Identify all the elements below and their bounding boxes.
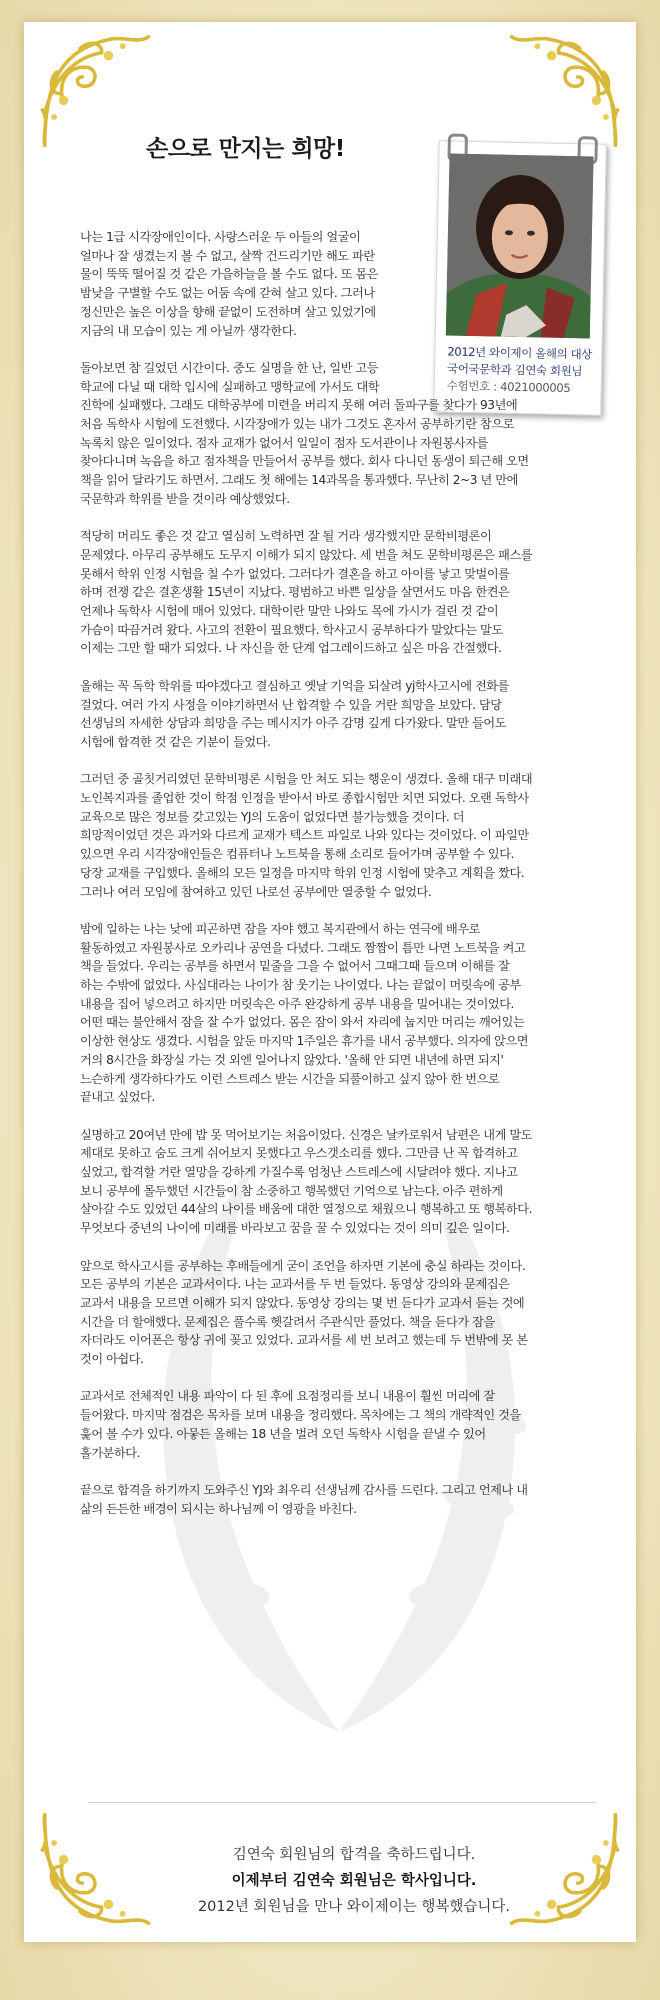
essay-line: 적당히 머리도 좋은 것 같고 열심히 노력하면 잘 될 거라 생각했지만 문학비평론이: [80, 529, 492, 544]
essay-paragraph: [80, 228, 398, 340]
essay-line: 녹록치 않은 일이었다. 점자 교재가 없어서 일일이 점자 도서관이나 자원봉사자를: [80, 435, 488, 450]
essay-line: 문제였다. 아무리 공부해도 도무지 이해가 되지 않았다. 세 번을 쳐도 문학비평론은 패스를: [80, 547, 533, 562]
essay-line: 이제는 그만 할 때가 되었다. 나 자신을 한 단계 업그레이드하고 싶은 마음 간절했다.: [80, 641, 502, 656]
essay-line: 삶의 든든한 배경이 되시는 하나님께 이 영광을 바친다.: [80, 1501, 357, 1516]
corner-ornament-icon: [40, 32, 158, 150]
essay-line: 느슨하게 생각하다가도 이런 스트레스 받는 시간을 되풀이하고 싶지 않아 한 번으로: [80, 1071, 500, 1086]
congratulation-footer: [24, 1842, 660, 1920]
essay-line: 시간을 더 할애했다. 문제집은 풀수록 헷갈려서 주관식만 풀었다. 책을 듣다가 잠을: [80, 1314, 495, 1329]
essay-line: 하며 전쟁 같은 결혼생활 15년이 지났다. 평범하고 바쁜 일상을 살면서도 마음 한켠은: [80, 585, 510, 600]
essay-paragraph: [80, 359, 604, 509]
essay-line: 것이 아쉽다.: [80, 1352, 144, 1367]
essay-line: 끝으로 합격을 하기까지 도와주신 YJ와 최우리 선생님께 감사를 드린다. 그리고 언제나 내: [80, 1482, 528, 1497]
award-title: 2012년 와이제이 올해의 대상: [447, 344, 593, 362]
essay-line: 내용을 집어 넣으려고 하지만 머릿속은 아주 완강하게 공부 내용을 밀어내는 것이었다.: [80, 996, 514, 1011]
essay-line: 언제나 독학사 시험에 매어 있었다. 대학이란 말만 나와도 목에 가시가 걸린 것 같이: [80, 604, 499, 619]
essay-line: 교육으로 많은 정보를 갖고있는 YJ의 도움이 없었다면 불가능했을 것이다. 더: [80, 809, 465, 824]
essay-line: 학교에 다닐 때 대학 입시에 실패하고 맹학교에 가서도 대학: [80, 379, 380, 394]
content-card: [24, 22, 636, 1942]
essay-line: 국문학과 학위를 받을 것이라 예상했었다.: [80, 491, 290, 506]
essay-paragraph: [80, 1126, 604, 1238]
essay-line: 못해서 학위 인정 시험을 칠 수가 없었다. 그러다가 결혼을 하고 아이를 낳고 맞벌이를: [80, 566, 510, 581]
exam-number: 수험번호 : 4021000005: [446, 378, 571, 396]
essay-line: 희망적이었던 것은 과거와 다르게 교재가 텍스트 파일로 나와 있다는 것이었다. 이 파일만: [80, 828, 529, 843]
essay-paragraph: [80, 1481, 604, 1518]
essay-line: 그러던 중 골칫거리였던 문학비평론 시험을 안 쳐도 되는 행운이 생겼다. 올해 대구 미래대: [80, 772, 533, 787]
essay-line: 앞으로 학사고시를 공부하는 후배들에게 굳이 조언을 하자면 기본에 충실 하라는 것이다.: [80, 1258, 526, 1273]
essay-paragraph: [80, 1257, 604, 1369]
essay-line: 자더라도 이어폰은 항상 귀에 꽂고 있었다. 교과서를 세 번 보려고 했는데 두 번밖에 못 본: [80, 1333, 528, 1348]
essay-line: 올해는 꼭 독학 학위를 따야겠다고 결심하고 옛날 기억을 되살려 yj학사고시에 전화를: [80, 678, 509, 693]
essay-line: 얼마나 잘 생겼는지 볼 수 없고, 살짝 건드리기만 해도 파란: [80, 248, 375, 263]
divider: [88, 1802, 596, 1803]
essay-line: 걸었다. 여러 가지 사정을 이야기하면서 난 합격할 수 있을 거란 희망을 보았다. 담당: [80, 697, 502, 712]
essay-line: 책을 들었다. 우리는 공부를 하면서 밑줄을 그을 수 없어서 그때그때 들으며 이해를 잘: [80, 959, 510, 974]
essay-line: 책을 읽어 달라기도 하면서. 그래도 첫 해에는 14과목을 통과했다. 무난히 2~3 년 만에: [80, 473, 518, 488]
page-title: 손으로 만지는 희망!: [146, 136, 345, 162]
essay-line: 보니 공부에 몰두했던 시간들이 참 소중하고 행복했던 기억으로 남는다. 아주 편하게: [80, 1183, 503, 1198]
corner-ornament-icon: [502, 32, 620, 150]
essay-line: 가슴이 따끔거려 왔다. 사고의 전환이 필요했다. 학사고시 공부하다가 말았다는 말도: [80, 622, 503, 637]
essay-line: 시험에 합격한 것 같은 기분이 들었다.: [80, 734, 271, 749]
essay-line: 거의 8시간을 화장실 가는 것 외엔 일어나지 않았다. '올해 안 되면 내년에 하면 되지': [80, 1052, 504, 1067]
essay-paragraph: [80, 527, 604, 658]
essay-line: 살아갈 수도 있었던 44살의 나이를 배움에 대한 열정으로 채웠으니 행복하고 또 행복하다.: [80, 1202, 533, 1217]
essay-line: 끝내고 싶었다.: [80, 1090, 155, 1105]
essay-line: 무엇보다 중년의 나이에 미래를 바라보고 꿈을 꿀 수 있었다는 것이 의미 깊은 일이다.: [80, 1221, 510, 1236]
footer-line-3: 2012년 회원님을 만나 와이제이는 행복했습니다.: [197, 1899, 511, 1915]
essay-line: 당장 교재를 구입했다. 올해의 모든 일정을 마지막 학위 인정 시험에 맞추고 계획을 짰다.: [80, 865, 525, 880]
essay-line: 있으면 우리 시각장애인들은 컴퓨터나 노트북을 통해 소리로 들어가며 공부할 수 있다.: [80, 847, 514, 862]
essay-line: 교과서 내용을 모르면 이해가 되지 않았다. 동영상 강의는 몇 번 듣다가 교과서 듣는 것에: [80, 1295, 525, 1310]
essay-line: 들어왔다. 마지막 점검은 목차를 보며 내용을 정리했다. 목차에는 그 책의 개략적인 것을: [80, 1408, 521, 1423]
essay-line: 선생님의 자세한 상담과 희망을 주는 메시지가 아주 감명 깊게 다가왔다. 말만 들어도: [80, 716, 507, 731]
essay-line: 교과서로 전체적인 내용 파악이 다 된 후에 요점정리를 보니 내용이 훨씬 머리에 잘: [80, 1389, 495, 1404]
member-name: 국어국문학과 김연숙 회원님: [446, 361, 583, 379]
essay-paragraph: [80, 770, 604, 901]
essay-line: 정신만은 높은 이상을 향해 끝없이 도전하며 살고 있었기에: [80, 304, 376, 319]
essay-line: 홀가분하다.: [80, 1445, 141, 1460]
essay-line: 지금의 내 모습이 있는 게 아닐까 생각한다.: [80, 323, 297, 338]
essay-line: 돌아보면 참 길었던 시간이다. 중도 실명을 한 난, 일반 고등: [80, 360, 379, 375]
essay-line: 하는 수밖에 없었다. 사십대라는 나이가 참 웃기는 나이였다. 나는 끝없이 머릿속에 공부: [80, 978, 521, 993]
essay-paragraph: [80, 1387, 604, 1462]
essay-line: 어떤 때는 불안해서 잠을 잘 수가 없었다. 몸은 잠이 와서 자리에 눕지만 머리는 깨어있는: [80, 1015, 525, 1030]
essay-line: 찾아다니며 녹음을 하고 점자책을 만들어서 공부를 했다. 회사 다니던 동생이 퇴근해 오면: [80, 454, 529, 469]
essay-line: 처음 독학사 시험에 도전했다. 시각장애가 있는 내가 그것도 혼자서 공부하기란 참으로: [80, 417, 514, 432]
essay-body: [80, 228, 604, 1537]
essay-line: 실명하고 20여년 만에 밥 못 먹어보기는 처음이었다. 신경은 날카로워서 남편은 내게 말도: [80, 1127, 533, 1142]
footer-line-2: 이제부터 김연숙 회원님은 학사입니다.: [231, 1873, 477, 1889]
essay-line: 노인복지과를 졸업한 것이 학점 인정을 받아서 바로 종합시험만 치면 되었다. 오랜 독학사: [80, 791, 529, 806]
essay-paragraph: [80, 920, 604, 1107]
essay-line: 밤낮을 구별할 수도 없는 어둠 속에 갇혀 살고 있다. 그러나: [80, 286, 375, 301]
essay-paragraph: [80, 677, 604, 752]
essay-line: 훑어 볼 수가 있다. 아뭏든 올해는 18 년을 벌려 오던 독학사 시험을 끝낼 수 있어: [80, 1426, 486, 1441]
footer-line-1: 김연숙 회원님의 합격을 축하드립니다.: [232, 1847, 476, 1863]
essay-line: 싶었고, 합격할 거란 열망을 강하게 가질수록 엄청난 스트레스에 시달려야 했다. 지나고: [80, 1165, 518, 1180]
essay-line: 제대로 못하고 숨도 크게 쉬어보지 못했다고 우스갯소리를 했다. 그만큼 난 꼭 합격하고: [80, 1146, 518, 1161]
essay-line: 밤에 일하는 나는 낮에 피곤하면 잠을 자야 했고 복지관에서 하는 연극에 배우로: [80, 921, 481, 936]
essay-line: 진학에 실패했다. 그래도 대학공부에 미련을 버리지 못해 여러 돌파구를 찾다가 93년에: [80, 398, 518, 413]
essay-line: 모든 공부의 기본은 교과서이다. 나는 교과서를 두 번 들었다. 동영상 강의와 문제집은: [80, 1277, 510, 1292]
essay-line: 나는 1급 시각장애인이다. 사랑스러운 두 아들의 얼굴이: [80, 230, 361, 244]
essay-line: 이상한 현상도 생겼다. 시험을 앞둔 마지막 1주일은 휴가를 내서 공부했다. 의자에 앉으면: [80, 1034, 529, 1049]
essay-line: 활동하였고 자원봉사로 오카리나 공연을 다녔다. 그래도 짬짬이 틈만 나면 노트북을 켜고: [80, 940, 526, 955]
essay-line: 그러나 여러 모임에 참여하고 있던 나로선 공부에만 열중할 수 없었다.: [80, 884, 432, 899]
essay-line: 물이 뚝뚝 떨어질 것 같은 가을하늘을 볼 수도 없다. 또 몸은: [80, 267, 379, 282]
